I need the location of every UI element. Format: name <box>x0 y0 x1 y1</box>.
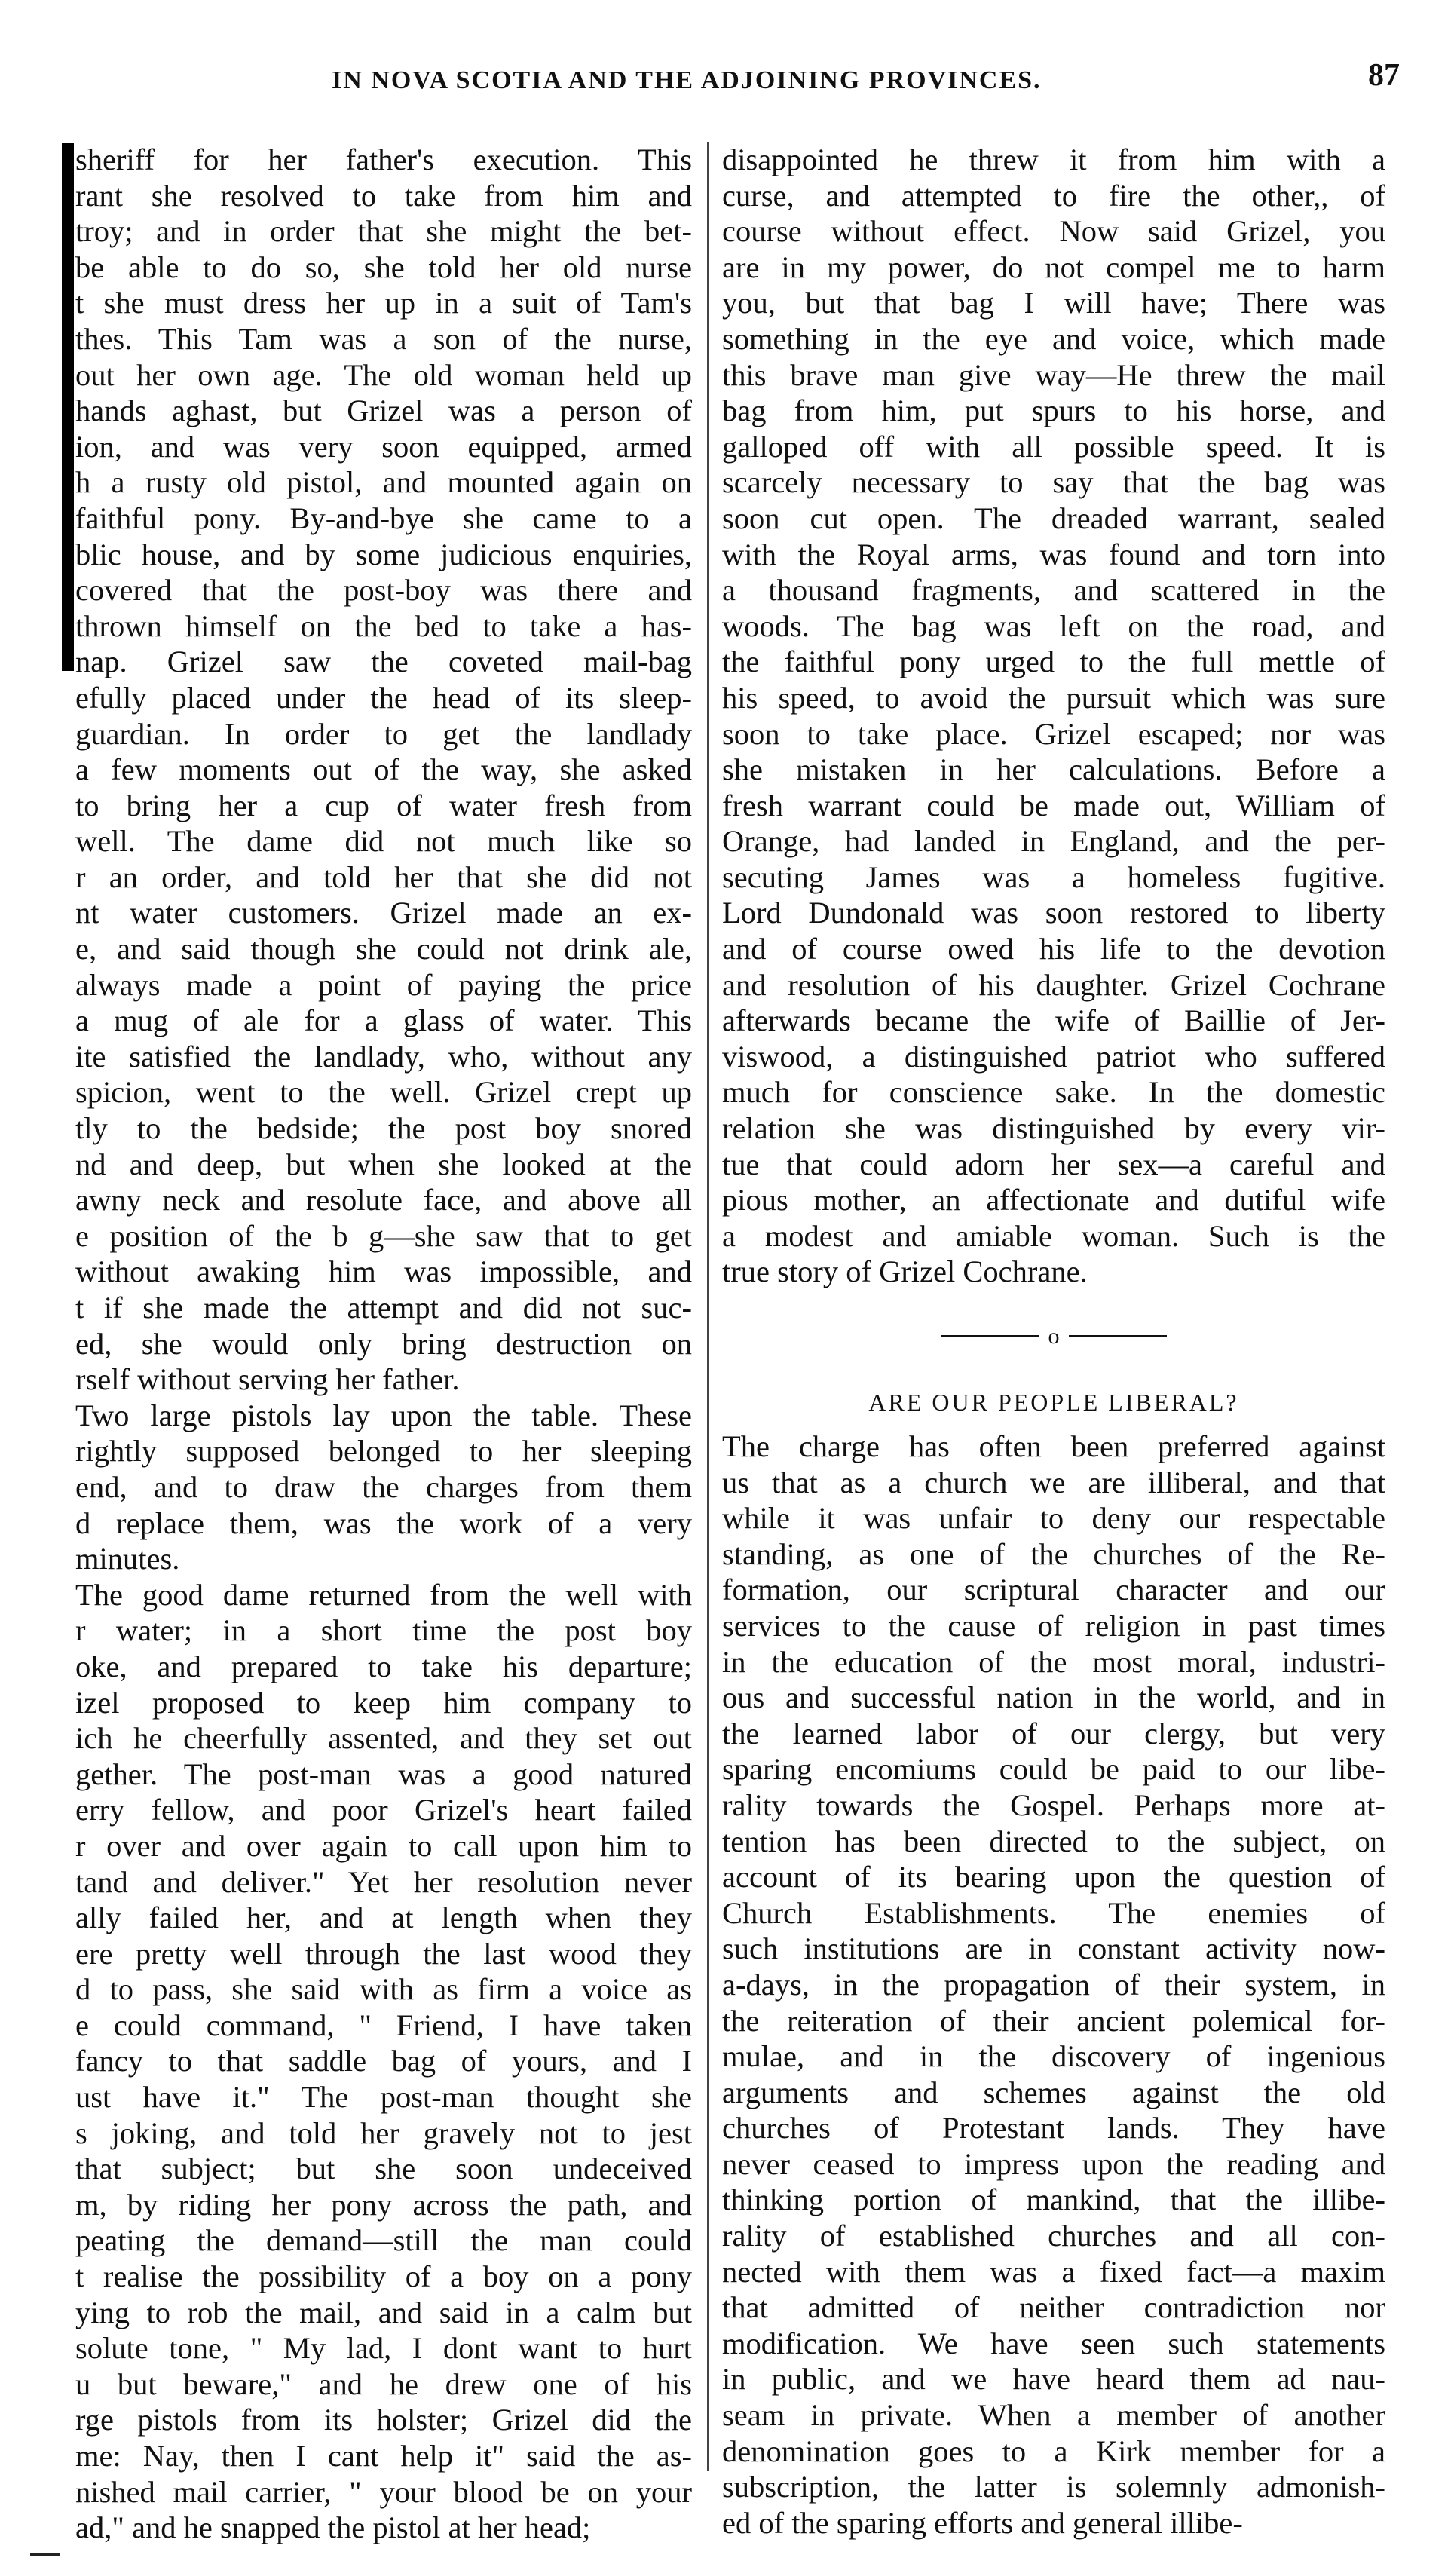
text-line: pious mother, an affectionate and dutiful wife <box>722 1183 1385 1218</box>
text-line: true story of Grizel Cochrane. <box>722 1254 1088 1289</box>
text-line: us that as a church we are illiberal, and that <box>722 1465 1385 1499</box>
text-line: troy; and in order that she might the bet- <box>75 214 692 249</box>
text-line: curse, and attempted to fire the other,, of <box>722 178 1385 213</box>
text-line: mulae, and in the discovery of ingenious <box>722 2039 1385 2074</box>
text-line: in the education of the most moral, industri- <box>722 1644 1385 1679</box>
text-line: secuting James was a homeless fugitive. <box>722 859 1385 894</box>
text-line: nap. Grizel saw the coveted mail-bag <box>75 645 692 679</box>
text-line: u but beware," and he drew one of his <box>75 2366 692 2401</box>
section-divider <box>941 1320 1167 1350</box>
text-line: be able to do so, she told her old nurse <box>75 250 692 284</box>
text-line: formation, our scriptural character and our <box>722 1573 1385 1607</box>
text-line: a mug of ale for a glass of water. This <box>75 1003 692 1038</box>
text-line: e position of the b g—she saw that to get <box>75 1218 692 1253</box>
text-line: end, and to draw the charges from them <box>75 1469 692 1504</box>
text-line: ed, she would only bring destruction on <box>75 1326 692 1361</box>
text-line: bag from him, put spurs to his horse, and <box>722 394 1385 428</box>
text-line: oke, and prepared to take his departure; <box>75 1649 692 1683</box>
text-line: such institutions are in constant activity now- <box>722 1931 1385 1966</box>
text-line: hands aghast, but Grizel was a person of <box>75 394 692 428</box>
text-line: tly to the bedside; the post boy snored <box>75 1111 692 1146</box>
text-line: his speed, to avoid the pursuit which was sure <box>722 680 1385 715</box>
text-line: ite satisfied the landlady, who, without any <box>75 1039 692 1074</box>
text-line: sheriff for her father's execution. This <box>75 142 692 176</box>
text-line: churches of Protestant lands. They have <box>722 2111 1385 2146</box>
text-line: denomination goes to a Kirk member for a <box>722 2434 1385 2468</box>
text-line: tue that could adorn her sex—a careful and <box>722 1147 1385 1181</box>
text-line: account of its bearing upon the question of <box>722 1860 1385 1894</box>
text-line: course without effect. Now said Grizel, you <box>722 214 1385 249</box>
text-line: fresh warrant could be made out, William of <box>722 788 1385 822</box>
text-line: spicion, went to the well. Grizel crept up <box>75 1075 692 1110</box>
text-line: rge pistols from its holster; Grizel did the <box>75 2403 692 2437</box>
text-line: services to the cause of religion in past times <box>722 1608 1385 1643</box>
story-continuation <box>722 142 1385 1290</box>
text-line: to bring her a cup of water fresh from <box>75 788 692 822</box>
text-line: Church Establishments. The enemies of <box>722 1895 1385 1930</box>
text-line: arguments and schemes against the old <box>722 2075 1385 2109</box>
text-line: t realise the possibility of a boy on a pony <box>75 2259 692 2294</box>
text-line: that subject; but she soon undeceived <box>75 2152 692 2186</box>
text-line: The good dame returned from the well with <box>75 1577 692 1612</box>
text-line: gether. The post-man was a good natured <box>75 1757 692 1791</box>
right-column <box>722 142 1385 2541</box>
text-line: this brave man give way—He threw the mail <box>722 357 1385 392</box>
text-line: rightly supposed belonged to her sleeping <box>75 1434 692 1469</box>
text-line: and resolution of his daughter. Grizel Cochrane <box>722 967 1385 1002</box>
text-line: e could command, " Friend, I have taken <box>75 2008 692 2042</box>
text-line: blic house, and by some judicious enquiries, <box>75 537 692 571</box>
text-line: Orange, had landed in England, and the per- <box>722 824 1385 859</box>
text-line: subscription, the latter is solemnly admonish- <box>722 2470 1385 2504</box>
text-line: woods. The bag was left on the road, and <box>722 608 1385 643</box>
text-line: soon to take place. Grizel escaped; nor was <box>722 716 1385 751</box>
text-line: m, by riding her pony across the path, and <box>75 2187 692 2222</box>
text-line: ere pretty well through the last wood they <box>75 1936 692 1971</box>
text-line: a thousand fragments, and scattered in the <box>722 573 1385 608</box>
text-line: nt water customers. Grizel made an ex- <box>75 896 692 930</box>
text-line: a modest and amiable woman. Such is the <box>722 1218 1385 1253</box>
text-line: seam in private. When a member of another <box>722 2398 1385 2433</box>
text-line: minutes. <box>75 1542 180 1576</box>
text-line: relation she was distinguished by every vir- <box>722 1111 1385 1146</box>
text-line: The charge has often been preferred against <box>722 1429 1385 1463</box>
text-line: scarcely necessary to say that the bag was <box>722 465 1385 500</box>
text-line: ion, and was very soon equipped, armed <box>75 429 692 464</box>
text-line: ad," and he snapped the pistol at her head; <box>75 2510 591 2545</box>
text-line: r over and over again to call upon him to <box>75 1828 692 1863</box>
text-line: covered that the post-boy was there and <box>75 573 692 608</box>
page-corner-mark <box>30 2553 60 2556</box>
text-line: thinking portion of mankind, that the illibe- <box>722 2182 1385 2217</box>
text-line: me: Nay, then I cant help it" said the as- <box>75 2439 692 2473</box>
text-line: nished mail carrier, " your blood be on your <box>75 2474 692 2509</box>
text-line: erry fellow, and poor Grizel's heart failed <box>75 1793 692 1827</box>
text-line: without awaking him was impossible, and <box>75 1254 692 1289</box>
text-line: a-days, in the propagation of their system, in <box>722 1967 1385 2002</box>
text-line: Lord Dundonald was soon restored to liberty <box>722 896 1385 930</box>
text-line: modification. We have seen such statements <box>722 2326 1385 2360</box>
text-line: out her own age. The old woman held up <box>75 357 692 392</box>
article-body <box>722 1429 1385 2541</box>
text-line: r an order, and told her that she did not <box>75 859 692 894</box>
text-line: disappointed he threw it from him with a <box>722 142 1385 176</box>
text-line: s joking, and told her gravely not to jest <box>75 2115 692 2150</box>
text-line: never ceased to impress upon the reading and <box>722 2146 1385 2181</box>
text-line: Two large pistols lay upon the table. These <box>75 1398 692 1432</box>
page-number: 87 <box>1368 58 1400 93</box>
text-line: a few moments out of the way, she asked <box>75 752 692 787</box>
text-line: with the Royal arms, was found and torn into <box>722 537 1385 571</box>
text-line: rality towards the Gospel. Perhaps more at- <box>722 1787 1385 1822</box>
text-line: in public, and we have heard them ad nau- <box>722 2362 1385 2397</box>
text-line: t if she made the attempt and did not suc- <box>75 1291 692 1325</box>
text-line: the reiteration of their ancient polemical for- <box>722 2003 1385 2038</box>
section-title: ARE OUR PEOPLE LIBERAL? <box>868 1389 1239 1416</box>
binding-gutter-bar <box>62 143 74 671</box>
text-line: ally failed her, and at length when they <box>75 1901 692 1935</box>
text-line: efully placed under the head of its sleep- <box>75 680 692 715</box>
text-line: e, and said though she could not drink ale, <box>75 932 692 966</box>
text-line: awny neck and resolute face, and above all <box>75 1183 692 1218</box>
text-line: afterwards became the wife of Baillie of Jer- <box>722 1003 1385 1038</box>
column-rule <box>707 142 709 2471</box>
text-line: always made a point of paying the price <box>75 967 692 1002</box>
text-line: viswood, a distinguished patriot who suffered <box>722 1039 1385 1074</box>
text-line: something in the eye and voice, which made <box>722 321 1385 356</box>
text-line: d replace them, was the work of a very <box>75 1505 692 1540</box>
text-line: r water; in a short time the post boy <box>75 1613 692 1648</box>
divider-dash-left <box>941 1335 1039 1337</box>
text-line: t she must dress her up in a suit of Tam's <box>75 286 692 320</box>
text-line: that admitted of neither contradiction nor <box>722 2290 1385 2325</box>
text-line: thes. This Tam was a son of the nurse, <box>75 321 692 356</box>
text-line: ust have it." The post-man thought she <box>75 2080 692 2115</box>
text-line: standing, as one of the churches of the Re- <box>722 1536 1385 1571</box>
divider-dash-right <box>1069 1335 1167 1337</box>
text-line: tention has been directed to the subject, on <box>722 1824 1385 1858</box>
text-line: izel proposed to keep him company to <box>75 1685 692 1720</box>
text-line: ed of the sparing efforts and general illibe- <box>722 2505 1243 2540</box>
text-line: solute tone, " My lad, I dont want to hurt <box>75 2331 692 2366</box>
text-line: the faithful pony urged to the full mettle of <box>722 645 1385 679</box>
text-line: are in my power, do not compel me to harm <box>722 250 1385 284</box>
text-line: rant she resolved to take from him and <box>75 178 692 213</box>
text-line: h a rusty old pistol, and mounted again on <box>75 465 692 500</box>
text-line: ous and successful nation in the world, and in <box>722 1680 1385 1715</box>
text-line: much for conscience sake. In the domestic <box>722 1075 1385 1110</box>
text-line: tand and deliver." Yet her resolution never <box>75 1864 692 1899</box>
text-line: well. The dame did not much like so <box>75 824 692 859</box>
text-line: rself without serving her father. <box>75 1362 460 1397</box>
text-line: soon cut open. The dreaded warrant, sealed <box>722 501 1385 535</box>
text-line: fancy to that saddle bag of yours, and I <box>75 2044 692 2078</box>
text-line: guardian. In order to get the landlady <box>75 716 692 751</box>
text-line: the learned labor of our clergy, but very <box>722 1716 1385 1751</box>
text-line: ying to rob the mail, and said in a calm but <box>75 2295 692 2329</box>
text-line: while it was unfair to deny our respectable <box>722 1501 1385 1536</box>
text-line: sparing encomiums could be paid to our libe- <box>722 1752 1385 1787</box>
text-line: and of course owed his life to the devotion <box>722 932 1385 966</box>
text-line: ich he cheerfully assented, and they set out <box>75 1721 692 1756</box>
text-line: nected with them was a fixed fact—a maxim <box>722 2254 1385 2289</box>
running-head: IN NOVA SCOTIA AND THE ADJOINING PROVINCES. <box>332 66 1042 94</box>
text-line: faithful pony. By-and-bye she came to a <box>75 501 692 535</box>
left-column <box>75 142 692 2546</box>
text-line: d to pass, she said with as firm a voice as <box>75 1972 692 2007</box>
text-line: rality of established churches and all con- <box>722 2219 1385 2253</box>
text-line: she mistaken in her calculations. Before a <box>722 752 1385 787</box>
text-line: galloped off with all possible speed. It is <box>722 429 1385 464</box>
text-line: thrown himself on the bed to take a has- <box>75 608 692 643</box>
text-line: nd and deep, but when she looked at the <box>75 1147 692 1181</box>
text-line: peating the demand—still the man could <box>75 2223 692 2258</box>
divider-mark: o <box>1048 1324 1060 1349</box>
text-line: you, but that bag I will have; There was <box>722 286 1385 320</box>
